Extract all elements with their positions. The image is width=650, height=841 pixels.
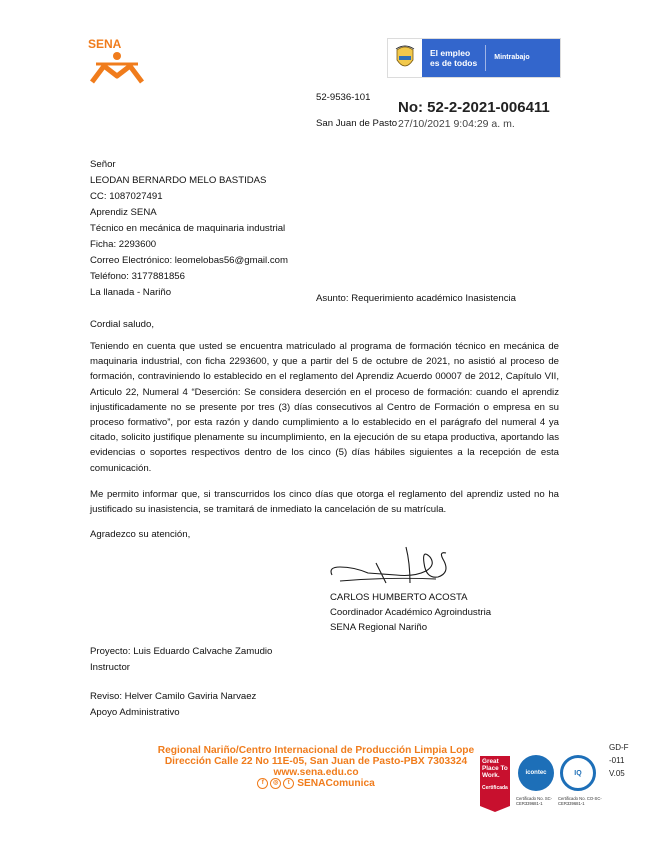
- document-datetime: 27/10/2021 9:04:29 a. m.: [398, 118, 515, 130]
- footer-address-line: Dirección Calle 22 No 11E-05, San Juan de Pasto-PBX 7303324: [164, 756, 468, 767]
- recipient-role: Aprendiz SENA: [90, 207, 157, 218]
- recipient-name: LEODAN BERNARDO MELO BASTIDAS: [90, 175, 267, 186]
- facebook-icon[interactable]: f: [257, 778, 268, 789]
- recipient-ficha: Ficha: 2293600: [90, 239, 157, 250]
- review-role: Apoyo Administrativo: [90, 707, 180, 718]
- reference-code: 52-9536-101: [316, 92, 371, 103]
- svg-text:SENA: SENA: [88, 37, 122, 51]
- gptw-ribbon-icon: [480, 806, 510, 812]
- footer-address: [140, 745, 492, 789]
- footer-regional: Regional Nariño/Centro Internacional de Producción Limpia Lope: [157, 745, 475, 756]
- recipient-phone: Teléfono: 3177881856: [90, 271, 185, 282]
- reviewed-by: Reviso: Helver Camilo Gaviria Narvaez: [90, 691, 257, 702]
- sena-logo: [86, 36, 148, 88]
- icontec-seal-icon: [518, 755, 554, 791]
- body-paragraph-1: Teniendo en cuenta que usted se encuentra matriculado al programa de formación técnico en mecánica de maquinaria industrial, con ficha 2293600, y que a partir del 5 de octubre de 2021, no asistió al proceso de formación, contraviniendo lo establecido en el reglamento del Aprendiz Acuerdo 00007 de 2012, Capítulo VII, Articulo 22, Numeral 4 “Deserción: Se considera deserción en el proceso de formación: cuando el aprendiz injustificadamente no se presente por tres (3) días consecutivos al Centro de Formación o empresa en su proceso formativo”, por esta razón y dando cumplimiento a lo establecido en el parágrafo del numeral 4 ya citado, solicito justifique plenamente su incumplimiento, en la ejecución de su etapa productiva, aportando las evidencias o soportes respectivos dentro de los cinco (5) días hábiles siguientes a la recepción de esta comunicación.: [90, 341, 559, 474]
- closing-thanks: Agradezco su atención,: [90, 529, 191, 540]
- footer-social-handle[interactable]: SENAComunica: [297, 778, 375, 789]
- signer-name: CARLOS HUMBERTO ACOSTA: [330, 592, 468, 603]
- icontec-label: icontec: [525, 770, 547, 776]
- signer-block: [330, 590, 491, 635]
- footer-social: [140, 778, 492, 789]
- great-place-to-work-badge: [480, 756, 510, 806]
- gptw-sub: Certificada: [482, 785, 508, 791]
- instagram-icon[interactable]: ◎: [270, 778, 281, 789]
- recipient-location: La llanada - Nariño: [90, 287, 172, 298]
- recipient-cc: CC: 1087027491: [90, 191, 163, 202]
- colombia-shield-icon: [388, 39, 422, 77]
- recipient-salutation: Señor: [90, 159, 116, 170]
- recipient-email: Correo Electrónico: leomelobas56@gmail.com: [90, 255, 288, 266]
- body-paragraph-2: Me permito informar que, si transcurridos los cinco días que otorga el reglamento del aprendiz usted no ha justificado su inasistencia, se tramitará de inmediato la cancelación de su matrícula.: [90, 489, 559, 516]
- signer-org: SENA Regional Nariño: [330, 622, 428, 633]
- greeting: Cordial saludo,: [90, 319, 154, 330]
- gov-banner-ministry: Mintrabajo: [494, 54, 530, 61]
- signer-title: Coordinador Académico Agroindustria: [330, 607, 492, 618]
- handwritten-signature: [326, 543, 466, 589]
- review-credit: [90, 689, 256, 721]
- footer-website[interactable]: www.sena.edu.co: [273, 767, 359, 778]
- subject-line: Asunto: Requerimiento académico Inasistencia: [316, 293, 516, 304]
- gptw-label: Great Place To Work.: [482, 758, 508, 779]
- gov-banner-line2: es de todos: [430, 58, 478, 68]
- gov-banner-line1: El empleo: [430, 48, 471, 58]
- twitter-icon[interactable]: t: [283, 778, 294, 789]
- project-role: Instructor: [90, 662, 130, 673]
- cert-number-1: Certificado No. SC-CER339681-1: [516, 796, 553, 806]
- recipient-program: Técnico en mecánica de maquinaria industrial: [90, 223, 286, 234]
- document-number: No: 52-2-2021-006411: [398, 99, 550, 116]
- place: San Juan de Pasto: [316, 118, 398, 129]
- form-code: GD-F-011 V.05: [609, 743, 629, 778]
- project-credit: [90, 644, 272, 676]
- gov-banner: [387, 38, 561, 78]
- project-by: Proyecto: Luis Eduardo Calvache Zamudio: [90, 646, 273, 657]
- recipient-block: [90, 157, 288, 301]
- cert-number-2: Certificado No. CO-SC-CER339681-1: [558, 796, 602, 806]
- iqnet-seal-icon: IQ: [560, 755, 596, 791]
